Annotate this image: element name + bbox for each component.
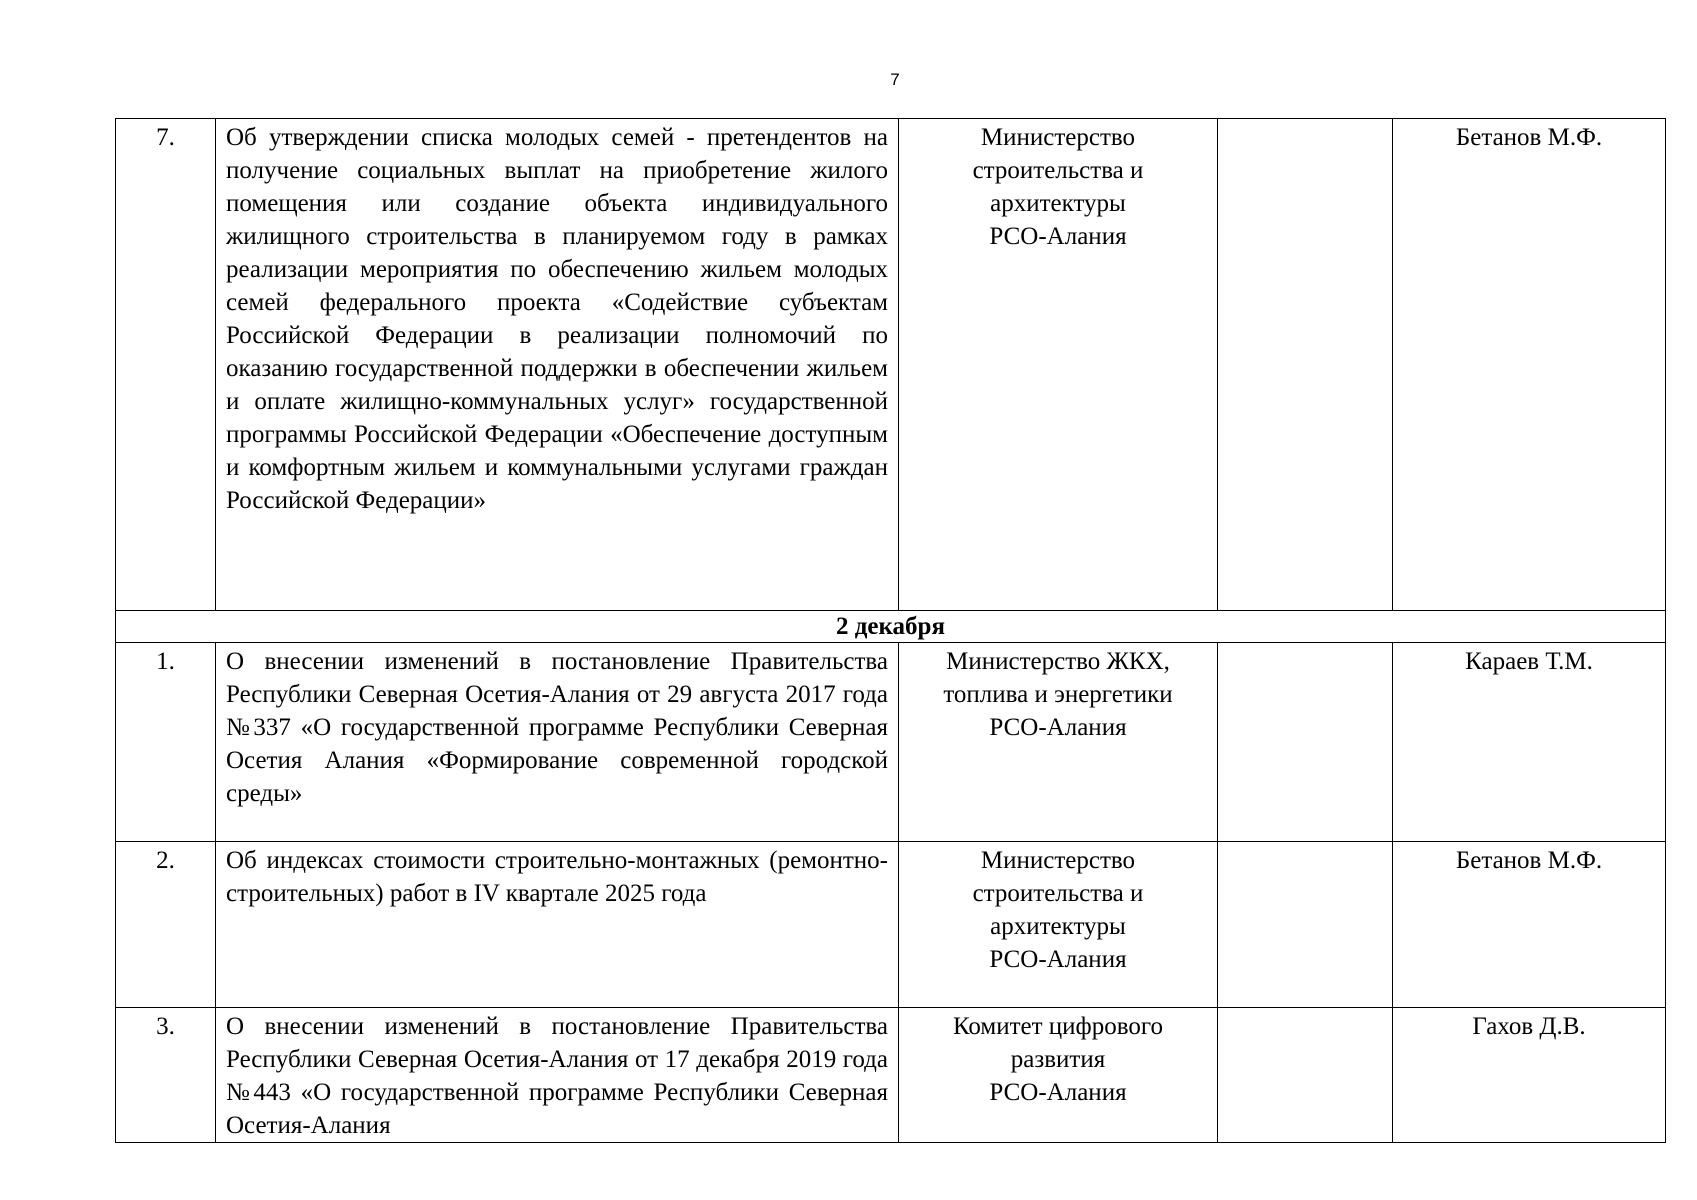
- item-title: О внесении изменений в постановление Правительства Республики Северная Осетия-Алания от 29 августа 2017 года №337 «О государственной программе Республики Северная Осетия Алания «Формирование современной городской среды»: [216, 643, 899, 842]
- empty-cell: [1218, 842, 1393, 1008]
- executor-cell: [899, 842, 1218, 1008]
- executor-line: Комитет цифрового: [952, 1013, 1164, 1040]
- executor-line: архитектуры: [990, 913, 1126, 940]
- item-number: 7.: [116, 119, 216, 611]
- responsible-name: Бетанов М.Ф.: [1455, 847, 1603, 874]
- executor-line: Министерство ЖКХ,: [946, 648, 1170, 675]
- executor-cell: [899, 1008, 1218, 1143]
- executor-line: РСО-Алания: [989, 946, 1127, 973]
- responsible-person: [1393, 119, 1666, 611]
- responsible-person: [1393, 842, 1666, 1008]
- item-number: 1.: [116, 643, 216, 842]
- executor-line: РСО-Алания: [989, 1079, 1127, 1106]
- item-number: 2.: [116, 842, 216, 1008]
- responsible-name: Караев Т.М.: [1465, 648, 1593, 675]
- executor-cell: [899, 119, 1218, 611]
- executor-line: РСО-Алания: [989, 223, 1127, 250]
- item-title: Об индексах стоимости строительно-монтажных (ремонтно-строительных) работ в IV квартале 2025 года: [216, 842, 899, 1008]
- responsible-person: [1393, 643, 1666, 842]
- item-title: Об утверждении списка молодых семей - претендентов на получение социальных выплат на приобретение жилого помещения или создание объекта индивидуального жилищного строительства в планируемом году в рамках реализации мероприятия по обеспечению жильем молодых семей федерального проекта «Содействие субъектам Российской Федерации в реализации полномочий по оказанию государственной поддержки в обеспечении жильем и оплате жилищно-коммунальных услуг» государственной программы Российской Федерации «Обеспечение доступным и комфортным жильем и коммунальными услугами граждан Российской Федерации»: [216, 119, 899, 611]
- responsible-person: [1393, 1008, 1666, 1143]
- executor-line: Министерство: [980, 847, 1136, 874]
- section-date: 2 декабря: [116, 611, 1666, 643]
- table-row: [116, 643, 1666, 842]
- executor-cell: [899, 643, 1218, 842]
- item-number: 3.: [116, 1008, 216, 1143]
- table-row: [116, 1008, 1666, 1143]
- executor-line: строительства и: [972, 157, 1144, 184]
- date-section-row: [116, 611, 1666, 643]
- table-row: [116, 842, 1666, 1008]
- item-title: О внесении изменений в постановление Правительства Республики Северная Осетия-Алания от 17 декабря 2019 года №443 «О государственной программе Республики Северная Осетия-Алания: [216, 1008, 899, 1143]
- executor-line: РСО-Алания: [989, 714, 1127, 741]
- executor-line: архитектуры: [990, 190, 1126, 217]
- executor-line: строительства и: [972, 880, 1144, 907]
- empty-cell: [1218, 119, 1393, 611]
- agenda-table: [115, 118, 1666, 1143]
- executor-line: развития: [1010, 1046, 1106, 1073]
- responsible-name: Гахов Д.В.: [1472, 1013, 1586, 1040]
- empty-cell: [1218, 1008, 1393, 1143]
- table-row: [116, 119, 1666, 611]
- responsible-name: Бетанов М.Ф.: [1455, 124, 1603, 151]
- executor-line: Министерство: [980, 124, 1136, 151]
- page-number: 7: [890, 70, 900, 89]
- empty-cell: [1218, 643, 1393, 842]
- executor-line: топлива и энергетики: [943, 681, 1173, 708]
